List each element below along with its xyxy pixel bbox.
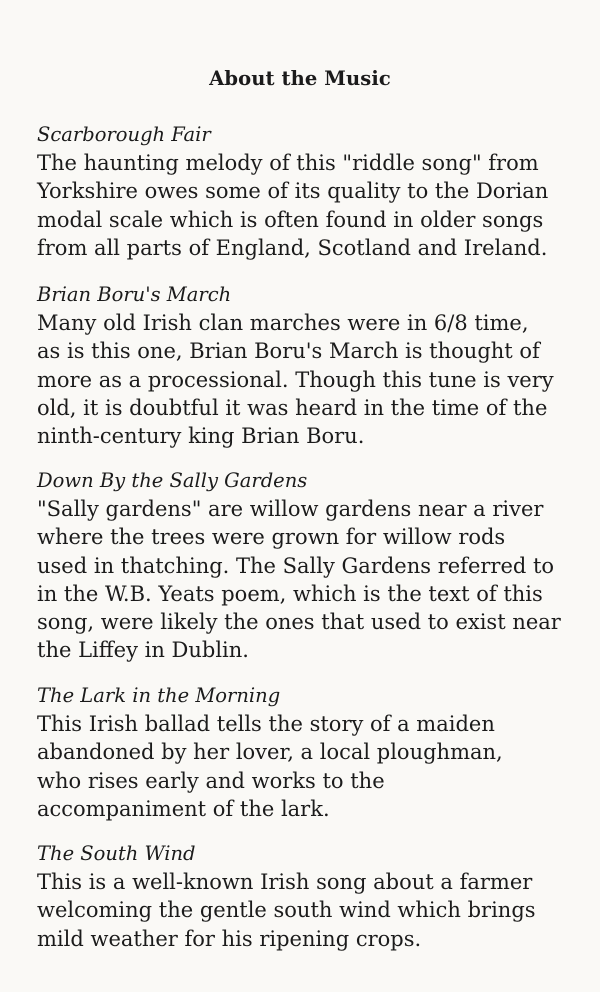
text-line: used in thatching. The Sally Gardens referred to <box>37 553 555 578</box>
section-heading: Down By the Sally Gardens <box>37 469 308 492</box>
section-the-lark-in-the-morning <box>37 682 582 823</box>
section-brian-borus-march <box>37 281 582 450</box>
text-line: where the trees were grown for willow rods <box>37 525 506 550</box>
text-line: mild weather for his ripening crops. <box>37 926 422 951</box>
page-title: About the Music <box>209 67 391 90</box>
section-down-by-the-sally-gardens <box>37 467 582 665</box>
section-scarborough-fair <box>37 121 582 262</box>
text-line: in the W.B. Yeats poem, which is the text of this <box>37 581 543 606</box>
section-heading: Brian Boru's March <box>37 283 232 306</box>
section-description <box>37 309 582 450</box>
section-heading: The Lark in the Morning <box>37 684 281 707</box>
text-line: song, were likely the ones that used to exist near <box>37 610 561 635</box>
text-line: welcoming the gentle south wind which brings <box>37 898 536 923</box>
text-line: "Sally gardens" are willow gardens near a river <box>37 497 544 521</box>
text-line: The haunting melody of this "riddle song" from <box>37 151 539 175</box>
section-description <box>37 495 582 665</box>
text-line: This is a well-known Irish song about a farmer <box>37 870 533 894</box>
text-line: from all parts of England, Scotland and Ireland. <box>37 235 548 260</box>
text-line: ninth-century king Brian Boru. <box>37 424 365 449</box>
text-line: old, it is doubtful it was heard in the time of the <box>37 395 548 420</box>
text-line: Yorkshire owes some of its quality to the Dorian <box>37 179 549 204</box>
section-description <box>37 710 582 823</box>
section-description <box>37 868 582 953</box>
section-heading: The South Wind <box>37 842 196 865</box>
section-the-south-wind <box>37 840 582 953</box>
text-line: Many old Irish clan marches were in 6/8 time, <box>37 311 529 335</box>
text-line: as is this one, Brian Boru's March is thought of <box>37 339 540 364</box>
text-line: This Irish ballad tells the story of a maiden <box>37 712 495 736</box>
text-line: the Liffey in Dublin. <box>37 638 249 663</box>
text-line: abandoned by her lover, a local ploughman, <box>37 740 503 765</box>
text-line: more as a processional. Though this tune is very <box>37 367 554 392</box>
text-line: who rises early and works to the <box>37 768 385 793</box>
text-line: accompaniment of the lark. <box>37 796 330 821</box>
section-description <box>37 149 582 262</box>
section-heading: Scarborough Fair <box>37 123 211 146</box>
text-line: modal scale which is often found in older songs <box>37 207 544 232</box>
